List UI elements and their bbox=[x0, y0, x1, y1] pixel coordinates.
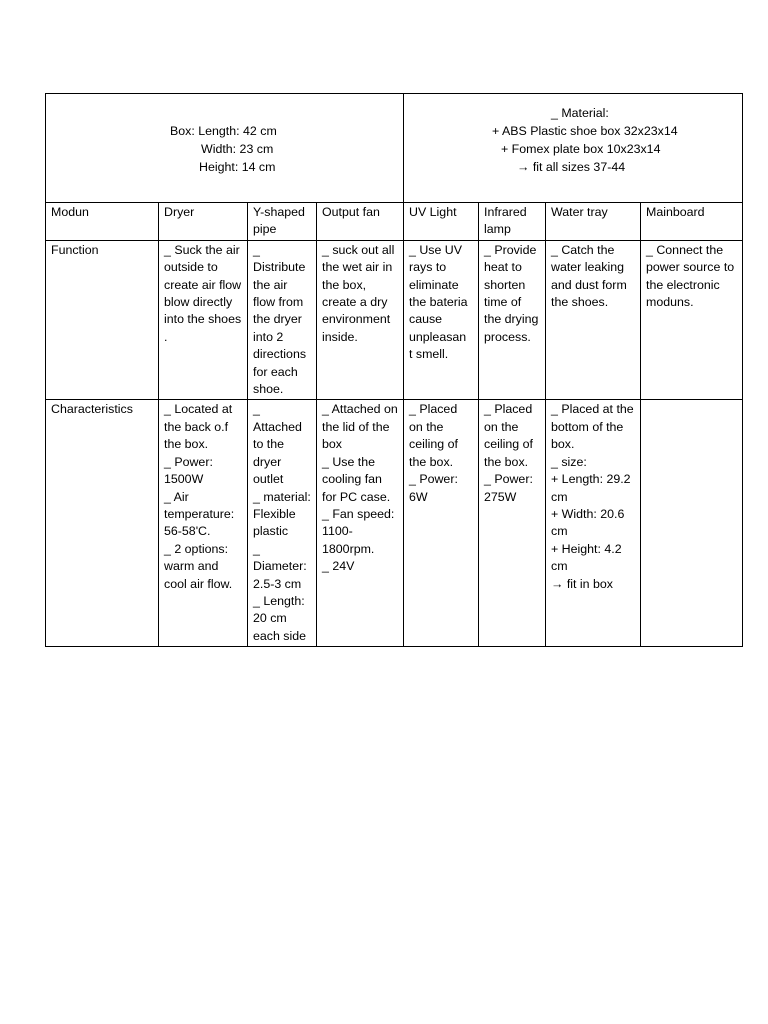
material-heading: _ Material: bbox=[551, 106, 609, 120]
box-length: Box: Length: 42 cm bbox=[170, 124, 277, 138]
material-line-1: + ABS Plastic shoe box 32x23x14 bbox=[492, 124, 678, 138]
header-cell: Mainboard bbox=[641, 203, 743, 241]
table-cell: _ Placed on the ceiling of the box. _ Power: 6W bbox=[404, 400, 479, 647]
table-cell: _ Connect the power source to the electronic moduns. bbox=[641, 240, 743, 400]
box-dimensions-cell bbox=[46, 94, 404, 203]
table-cell: _ suck out all the wet air in the box, create a dry environment inside. bbox=[317, 240, 404, 400]
table-cell bbox=[641, 400, 743, 647]
table-cell: _ Attached on the lid of the box _ Use the cooling fan for PC case. _ Fan speed: 1100-1800rpm. _ 24V bbox=[317, 400, 404, 647]
table-cell: _ Attached to the dryer outlet _ material: Flexible plastic _ Diameter: 2.5-3 cm _ Length: 20 cm each side bbox=[248, 400, 317, 647]
table-cell: _ Distribute the air flow from the dryer into 2 directions for each shoe. bbox=[248, 240, 317, 400]
header-cell: Water tray bbox=[546, 203, 641, 241]
header-cell: Modun bbox=[46, 203, 159, 241]
material-line-3: → fit all sizes 37-44 bbox=[517, 160, 626, 174]
material-line-2: + Fomex plate box 10x23x14 bbox=[501, 142, 661, 156]
characteristics-row bbox=[46, 400, 743, 647]
row-label: Function bbox=[46, 240, 159, 400]
table-cell: _ Catch the water leaking and dust form the shoes. bbox=[546, 240, 641, 400]
spec-table bbox=[45, 93, 743, 647]
table-cell: _ Placed at the bottom of the box. _ size: + Length: 29.2 cm + Width: 20.6 cm + Height: 4.2 cm → fit in box bbox=[546, 400, 641, 647]
table-cell: _ Placed on the ceiling of the box. _ Power: 275W bbox=[479, 400, 546, 647]
summary-row bbox=[46, 94, 743, 203]
table-cell: _ Suck the air outside to create air flow blow directly into the shoes . bbox=[159, 240, 248, 400]
box-height: Height: 14 cm bbox=[199, 160, 276, 174]
header-cell: Infrared lamp bbox=[479, 203, 546, 241]
header-cell: Y-shaped pipe bbox=[248, 203, 317, 241]
row-label: Characteristics bbox=[46, 400, 159, 647]
function-row bbox=[46, 240, 743, 400]
header-row bbox=[46, 203, 743, 241]
table-cell: _ Use UV rays to eliminate the bateria cause unpleasan t smell. bbox=[404, 240, 479, 400]
table-cell: _ Provide heat to shorten time of the drying process. bbox=[479, 240, 546, 400]
header-cell: Output fan bbox=[317, 203, 404, 241]
header-cell: Dryer bbox=[159, 203, 248, 241]
material-cell bbox=[404, 94, 743, 203]
box-width: Width: 23 cm bbox=[201, 142, 274, 156]
table-cell: _ Located at the back o.f the box. _ Power: 1500W _ Air temperature: 56-58'C. _ 2 options: warm and cool air flow. bbox=[159, 400, 248, 647]
header-cell: UV Light bbox=[404, 203, 479, 241]
